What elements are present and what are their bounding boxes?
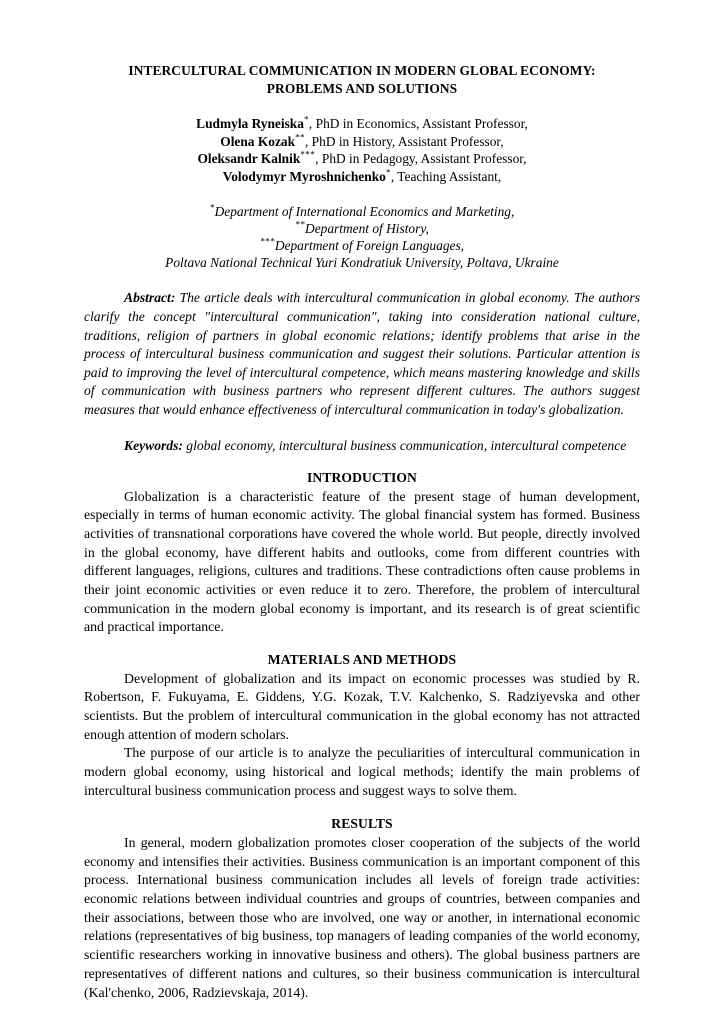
- page-title-line-2: PROBLEMS AND SOLUTIONS: [266, 80, 458, 96]
- author-credentials: , PhD in Pedagogy, Assistant Professor,: [315, 151, 527, 167]
- author-entry: [84, 115, 640, 133]
- author-list: [84, 115, 640, 185]
- section-paragraph: In general, modern globalization promotes closer cooperation of the subjects of the world economy and intensifies their activities. Business communication is an important component of this process. International business communication includes all levels of foreign trade activities: economic relations between individual countries and groups of countries, between companies and their associations, between those who are involved, one way or another, in international economic relations (representatives of big business, top managers of leading companies of the world economy, scientific researchers working in innovative business and others). The global business partners are representatives of different nations and cultures, so their business communication is intercultural (Kal'chenko, 2006, Radzievskaja, 2014).: [84, 834, 640, 1000]
- author-affiliation-mark: *: [385, 167, 391, 178]
- author-name: Olena Kozak: [220, 133, 296, 149]
- section-heading-introduction: INTRODUCTION: [307, 470, 417, 486]
- keywords: [84, 437, 640, 456]
- section-heading-results: RESULTS: [331, 816, 393, 832]
- author-credentials: , PhD in History, Assistant Professor,: [304, 133, 504, 149]
- affiliation-entry: [84, 237, 640, 254]
- page-title: [84, 62, 640, 97]
- author-affiliation-mark: ***: [300, 149, 316, 160]
- author-affiliation-mark: **: [295, 132, 305, 143]
- author-name: Volodymyr Myroshnichenko: [222, 168, 386, 184]
- affiliation-list: [84, 203, 640, 272]
- keywords-label: Keywords:: [124, 437, 183, 453]
- author-entry: [84, 133, 640, 151]
- affiliation-text: Department of Foreign Languages,: [274, 237, 465, 253]
- abstract: [84, 289, 640, 419]
- affiliation-mark: ***: [259, 236, 275, 247]
- affiliation-text: Department of International Economics and Marketing,: [214, 203, 515, 219]
- author-credentials: , Teaching Assistant,: [390, 168, 502, 184]
- author-name: Oleksandr Kalnik: [197, 151, 301, 167]
- abstract-text: The article deals with intercultural communication in global economy. The authors clarify the concept "intercultural communication", taking into consideration national culture, traditions, religion of partners in global economic relations; identify problems that arise in the process of intercultural business communication and suggest their solutions. Particular attention is paid to improving the level of intercultural competence, which means mastering knowledge and skills of communication with business partners who represent different cultures. The authors suggest measures that would enhance effectiveness of intercultural communication in today's globalization.: [84, 290, 640, 417]
- affiliation-institution: Poltava National Technical Yuri Kondratiuk University, Poltava, Ukraine: [165, 255, 559, 271]
- section-paragraph: Globalization is a characteristic feature of the present stage of human development, especially in terms of human economic activity. The global financial system has formed. Business activities of transnational corporations have covered the whole world. But people, directly involved in the global economy, have different habits and outlooks, come from different countries with different languages, religions, cultures and traditions. These contradictions often cause problems in their joint economic activities or even reduce it to zero. Therefore, the problem of intercultural communication in the modern global economy is important, and its research is of great scientific and practical importance.: [84, 488, 640, 635]
- author-name: Ludmyla Ryneiska: [196, 116, 304, 132]
- affiliation-text: Department of History,: [305, 220, 429, 236]
- affiliation-mark: **: [295, 219, 306, 230]
- affiliation-entry: [84, 254, 640, 271]
- author-entry: [84, 150, 640, 168]
- section-heading-materials-and-methods: MATERIALS AND METHODS: [267, 652, 457, 668]
- author-entry: [84, 168, 640, 186]
- keywords-text: global economy, intercultural business communication, intercultural competence: [182, 437, 627, 453]
- author-credentials: , PhD in Economics, Assistant Professor,: [308, 116, 528, 132]
- page-title-line-1: INTERCULTURAL COMMUNICATION IN MODERN GLOBAL ECONOMY:: [128, 63, 596, 78]
- affiliation-entry: [84, 203, 640, 220]
- section-paragraph: The purpose of our article is to analyze the peculiarities of intercultural communication in modern global economy, using historical and logical methods; identify the main problems of intercultural business communication process and suggest ways to solve them.: [84, 745, 640, 798]
- affiliation-mark: *: [209, 202, 215, 213]
- abstract-label: Abstract:: [124, 290, 176, 306]
- affiliation-entry: [84, 220, 640, 237]
- section-paragraph: Development of globalization and its impact on economic processes was studied by R. Robertson, F. Fukuyama, E. Giddens, Y.G. Kozak, T.V. Kalchenko, S. Radziyevska and other scientists. But the problem of intercultural communication in the global economy has not attracted enough attention of modern scholars.: [84, 670, 640, 742]
- author-affiliation-mark: *: [303, 114, 309, 125]
